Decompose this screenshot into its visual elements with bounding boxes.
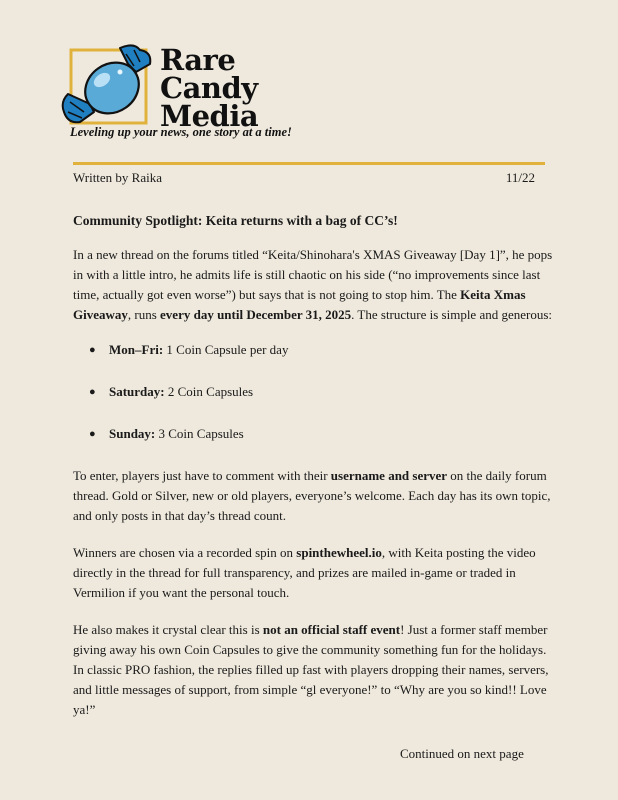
schedule-label: Sunday:	[109, 426, 156, 441]
body-text: In a new thread on the forums titled “Keita/Shinohara's XMAS Giveaway [Day 1]”, he pops in with a little intro, he admits life is still chaotic on his side (“no improvements since last time, actually got even worse”) but says that is not going to stop him. The	[73, 247, 553, 302]
schedule-label: Mon–Fri:	[109, 342, 164, 357]
body-text: ! Just a former staff member giving away his own Coin Capsules to give the community something fun for the holidays. In classic PRO fashion, the replies filled up fast with players dropping their names, servers, and little messages of support, from simple “gl everyone!” to “Why are you so kind!! Love ya!”	[73, 622, 549, 717]
body-text: on the daily forum thread. Gold or Silver, new or old players, everyone’s welcome. Each day has its own topic, and only posts in that day’s thread count.	[73, 468, 551, 523]
body-text: , runs	[127, 307, 161, 322]
paragraph-winners	[73, 543, 553, 603]
schedule-text: 1 Coin Capsule per day	[163, 342, 289, 357]
brand-line-3: Media	[160, 99, 259, 133]
schedule-label: Saturday:	[109, 384, 165, 399]
bullet-icon: ●	[89, 428, 96, 440]
emphasis-text: username and server	[330, 468, 448, 483]
bullet-icon: ●	[89, 386, 96, 398]
emphasis-text: spinthewheel.io	[296, 545, 382, 560]
article-headline: Community Spotlight: Keita returns with a bag of CC’s!	[73, 213, 398, 228]
paragraph-intro	[73, 245, 553, 325]
paragraph-entry-rules	[73, 466, 553, 526]
schedule-item	[73, 382, 553, 402]
emphasis-text: not an official staff event	[262, 622, 401, 637]
paragraph-disclaimer	[73, 620, 553, 720]
schedule-text: 3 Coin Capsules	[155, 426, 244, 441]
body-text: To enter, players just have to comment with their	[73, 468, 331, 483]
brand-name	[160, 43, 259, 133]
issue-date: 11/22	[505, 170, 535, 185]
body-text: Winners are chosen via a recorded spin on	[73, 545, 297, 560]
schedule-item	[73, 340, 553, 360]
byline-row	[73, 170, 545, 186]
bullet-icon: ●	[89, 344, 96, 356]
tagline: Leveling up your news, one story at a time!	[70, 125, 292, 139]
emphasis-text: Keita Xmas Giveaway	[73, 287, 526, 322]
article	[73, 211, 553, 737]
body-text: . The structure is simple and generous:	[351, 307, 553, 322]
schedule-text: 2 Coin Capsules	[164, 384, 254, 399]
continued-note: Continued on next page	[400, 746, 524, 761]
brand-line-2: Candy	[160, 71, 258, 105]
brand-line-1: Rare	[160, 43, 236, 77]
author: Written by Raika	[73, 170, 163, 185]
emphasis-text: every day until December 31, 2025	[160, 307, 352, 322]
schedule-item	[73, 424, 553, 444]
giveaway-schedule-list	[73, 340, 553, 444]
header-divider	[73, 162, 545, 165]
body-text: , with Keita posting the video directly in the thread for full transparency, and prizes are mailed in-game or traded in Vermilion if you want the personal touch.	[73, 545, 536, 600]
body-text: He also makes it crystal clear this is	[73, 622, 263, 637]
